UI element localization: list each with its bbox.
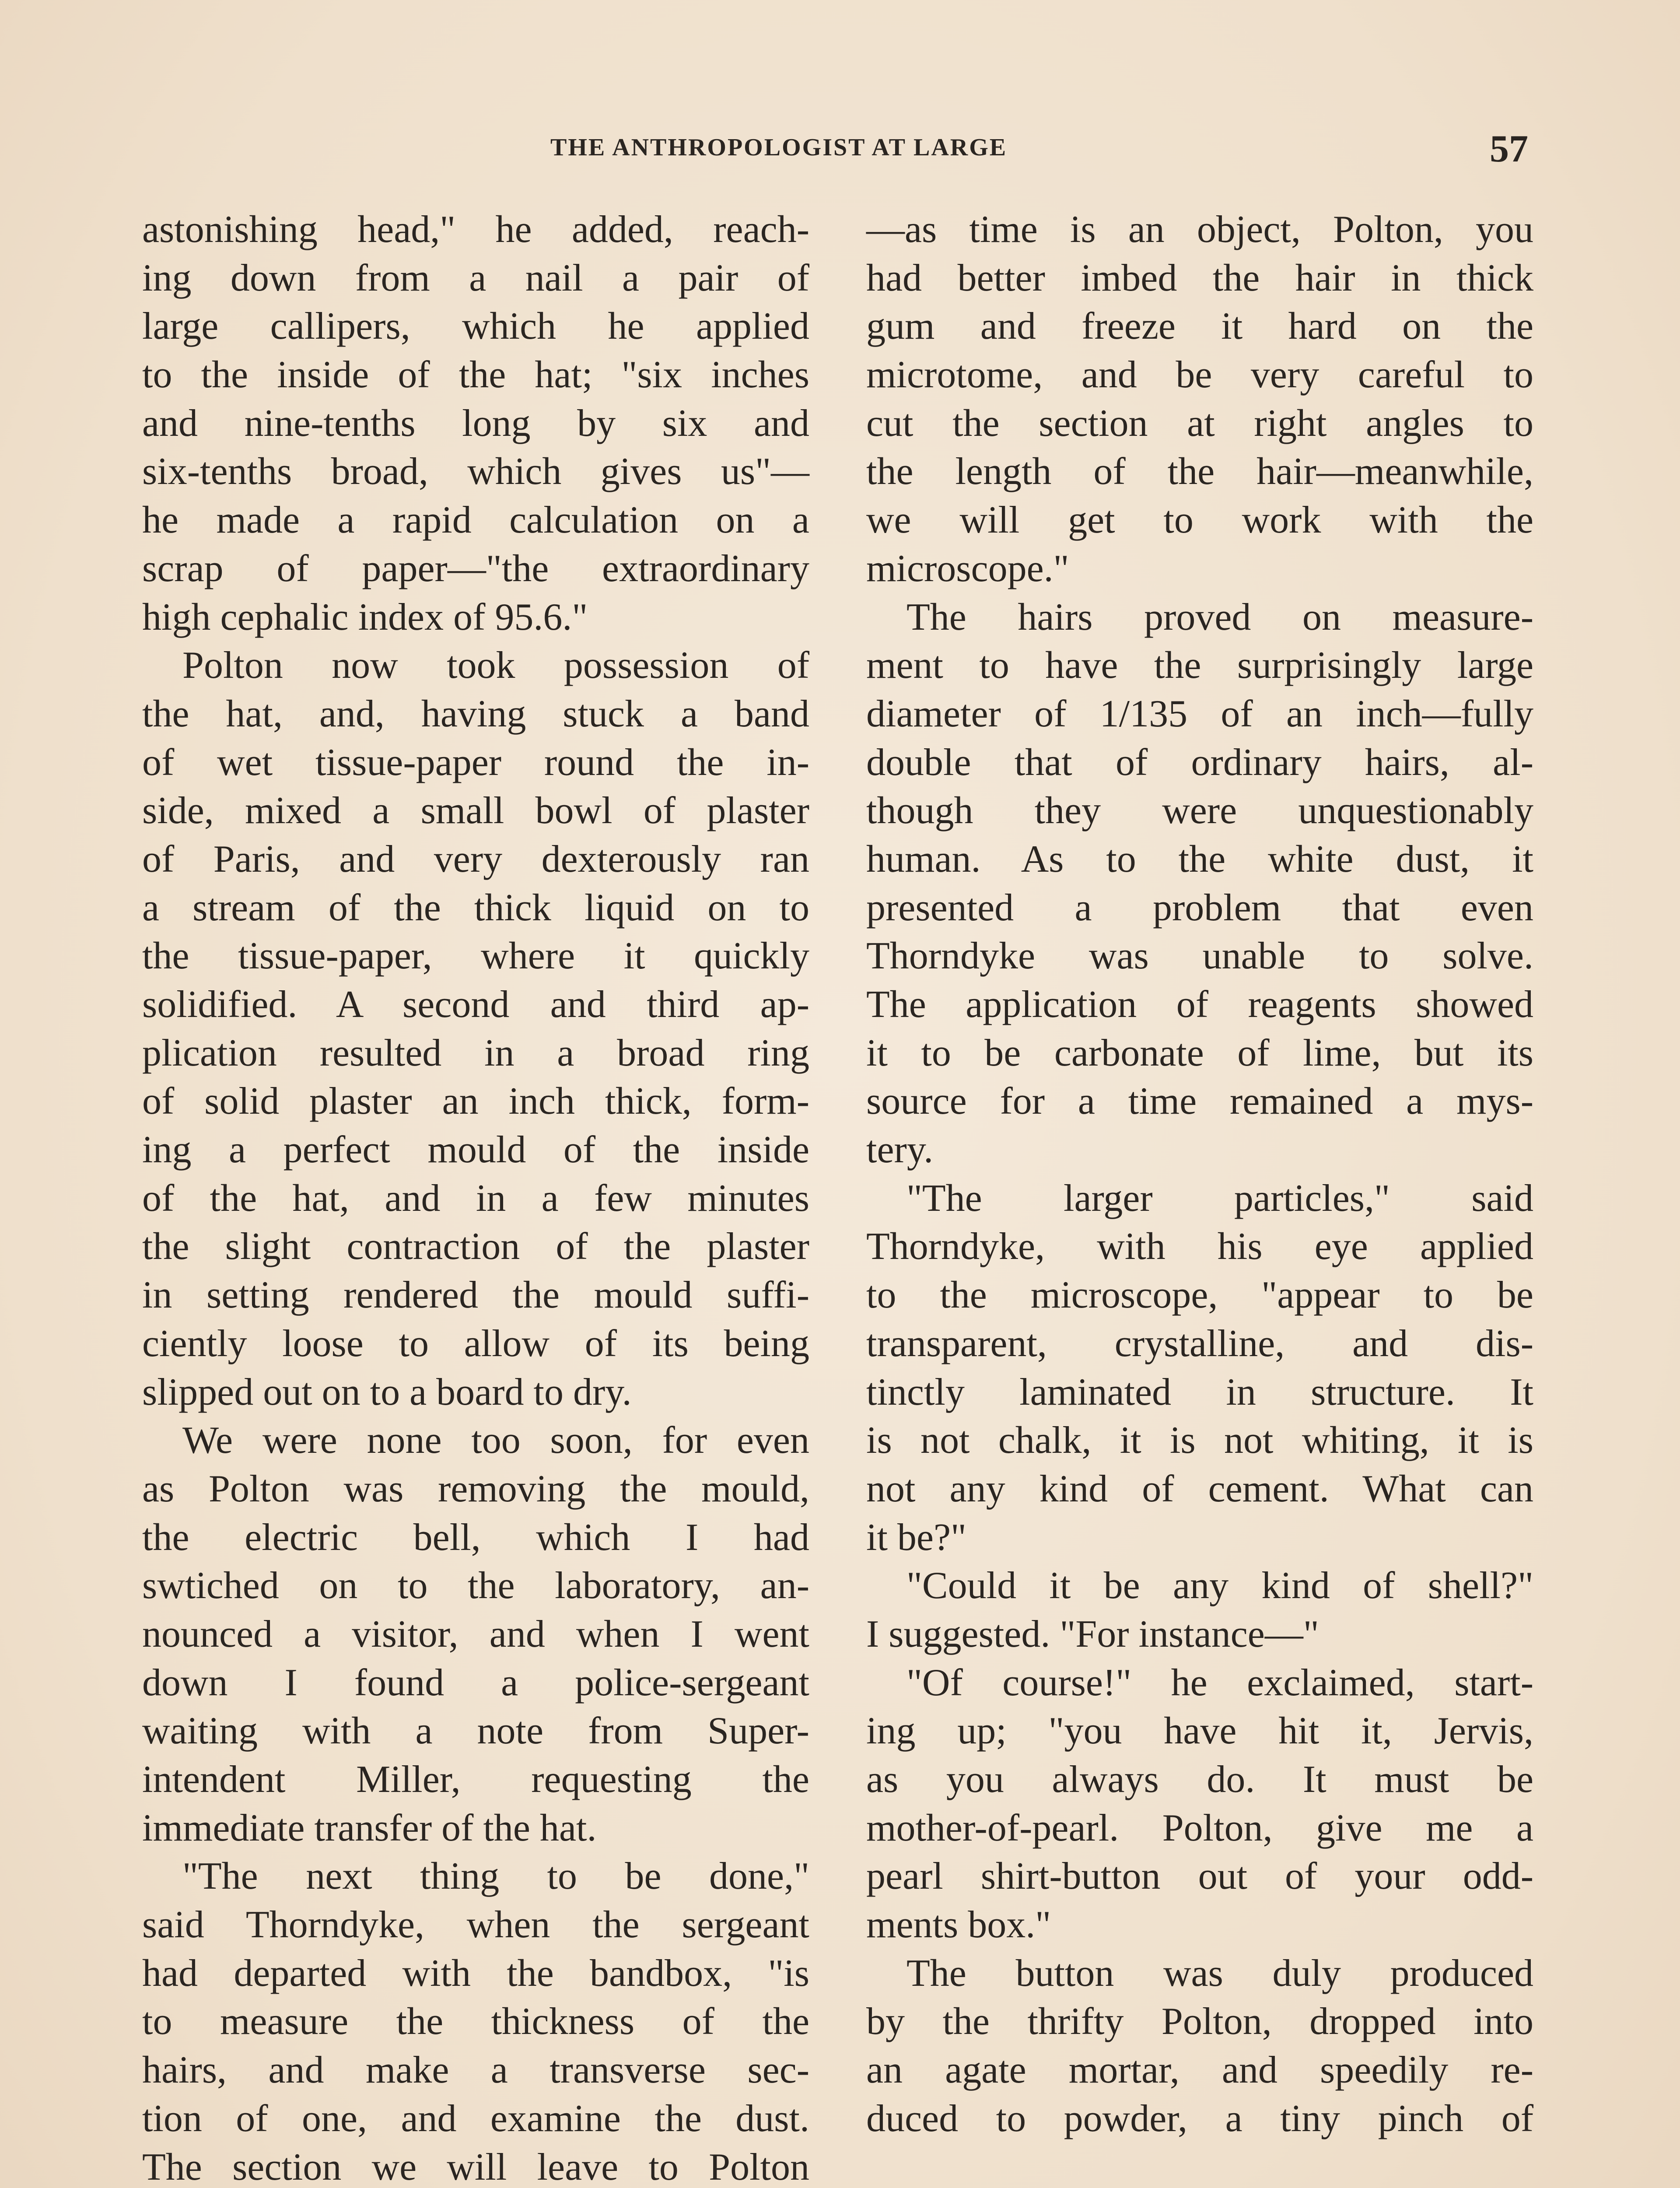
text-line: in setting rendered the mould suffi-	[142, 1274, 809, 1317]
text-line: six-tenths broad, which gives us"—	[142, 450, 809, 493]
text-line: microscope."	[866, 547, 1069, 590]
text-line: had departed with the bandbox, "is	[142, 1952, 809, 1995]
text-line: scrap of paper—"the extraordinary	[142, 547, 809, 590]
text-line: though they were unquestionably	[866, 789, 1533, 832]
text-line: a stream of the thick liquid on to	[142, 886, 809, 929]
text-line: ing up; "you have hit it, Jervis,	[866, 1710, 1533, 1753]
text-line: of solid plaster an inch thick, form-	[142, 1080, 809, 1123]
text-line: double that of ordinary hairs, al-	[866, 741, 1533, 784]
text-line: it be?"	[866, 1516, 966, 1559]
text-line: to the microscope, "appear to be	[866, 1274, 1533, 1317]
text-line: The button was duly produced	[906, 1952, 1533, 1995]
text-line: tery.	[866, 1129, 934, 1171]
text-line: ciently loose to allow of its being	[142, 1322, 809, 1365]
left-text-column	[142, 206, 809, 2188]
text-line: to the inside of the hat; "six inches	[142, 354, 809, 396]
text-line: to measure the thickness of the	[142, 2000, 809, 2043]
text-line: "The next thing to be done,"	[182, 1855, 809, 1898]
text-line: ments box."	[866, 1904, 1051, 1946]
text-line: I suggested. "For instance—"	[866, 1613, 1319, 1655]
text-line: tinctly laminated in structure. It	[866, 1371, 1533, 1413]
text-line: Thorndyke was unable to solve.	[866, 935, 1533, 978]
text-line: is not chalk, it is not whiting, it is	[866, 1419, 1533, 1462]
right-text-column	[866, 206, 1533, 2143]
text-line: high cephalic index of 95.6."	[142, 596, 588, 638]
text-line: tion of one, and examine the dust.	[142, 2097, 809, 2140]
text-line: the electric bell, which I had	[142, 1516, 809, 1559]
text-line: astonishing head," he added, reach-	[142, 208, 809, 251]
text-line: an agate mortar, and speedily re-	[866, 2049, 1533, 2092]
text-line: by the thrifty Polton, dropped into	[866, 2000, 1533, 2043]
running-head-title: THE ANTHROPOLOGIST AT LARGE	[550, 134, 1008, 161]
text-line: Polton now took possession of	[182, 644, 809, 687]
text-line: down I found a police-sergeant	[142, 1661, 809, 1704]
text-line: as Polton was removing the mould,	[142, 1467, 809, 1510]
text-line: duced to powder, a tiny pinch of	[866, 2097, 1533, 2140]
text-line: slipped out on to a board to dry.	[142, 1371, 632, 1413]
text-line: cut the section at right angles to	[866, 402, 1533, 445]
text-line: The section we will leave to Polton	[142, 2146, 809, 2188]
text-line: had better imbed the hair in thick	[866, 256, 1533, 299]
text-line: the slight contraction of the plaster	[142, 1225, 809, 1268]
text-line: "Could it be any kind of shell?"	[906, 1564, 1533, 1607]
text-line: transparent, crystalline, and dis-	[866, 1322, 1533, 1365]
text-line: We were none too soon, for even	[182, 1419, 809, 1462]
text-line: we will get to work with the	[866, 499, 1533, 542]
text-line: ment to have the surprisingly large	[866, 644, 1533, 687]
text-line: swtiched on to the laboratory, an-	[142, 1564, 809, 1607]
text-line: intendent Miller, requesting the	[142, 1758, 809, 1801]
text-line: the hat, and, having stuck a band	[142, 692, 809, 735]
text-line: not any kind of cement. What can	[866, 1467, 1533, 1510]
text-line: "The larger particles," said	[906, 1177, 1533, 1220]
text-line: ing down from a nail a pair of	[142, 256, 809, 299]
text-line: and nine-tenths long by six and	[142, 402, 809, 445]
text-line: —as time is an object, Polton, you	[866, 208, 1533, 251]
text-line: diameter of 1/135 of an inch—fully	[866, 692, 1533, 735]
text-line: he made a rapid calculation on a	[142, 499, 809, 542]
text-line: hairs, and make a transverse sec-	[142, 2049, 809, 2092]
text-line: human. As to the white dust, it	[866, 838, 1533, 880]
text-line: The hairs proved on measure-	[906, 596, 1533, 638]
text-line: waiting with a note from Super-	[142, 1710, 809, 1753]
text-line: Thorndyke, with his eye applied	[866, 1225, 1533, 1268]
text-line: of wet tissue-paper round the in-	[142, 741, 809, 784]
text-line: pearl shirt-button out of your odd-	[866, 1855, 1533, 1898]
text-line: large callipers, which he applied	[142, 305, 809, 348]
text-line: solidified. A second and third ap-	[142, 983, 809, 1026]
text-line: side, mixed a small bowl of plaster	[142, 789, 809, 832]
text-line: ing a perfect mould of the inside	[142, 1129, 809, 1171]
text-line: The application of reagents showed	[866, 983, 1533, 1026]
text-line: microtome, and be very careful to	[866, 354, 1533, 396]
text-line: source for a time remained a mys-	[866, 1080, 1533, 1123]
text-line: mother-of-pearl. Polton, give me a	[866, 1806, 1533, 1849]
text-line: the length of the hair—meanwhile,	[866, 450, 1533, 493]
text-line: "Of course!" he exclaimed, start-	[906, 1661, 1533, 1704]
text-line: nounced a visitor, and when I went	[142, 1613, 809, 1655]
text-line: as you always do. It must be	[866, 1758, 1533, 1801]
text-line: plication resulted in a broad ring	[142, 1031, 809, 1074]
text-line: the tissue-paper, where it quickly	[142, 935, 809, 978]
text-line: immediate transfer of the hat.	[142, 1806, 597, 1849]
text-line: of the hat, and in a few minutes	[142, 1177, 809, 1220]
text-line: it to be carbonate of lime, but its	[866, 1031, 1533, 1074]
text-line: gum and freeze it hard on the	[866, 305, 1533, 348]
text-line: of Paris, and very dexterously ran	[142, 838, 809, 880]
page-number: 57	[1490, 128, 1528, 170]
text-line: said Thorndyke, when the sergeant	[142, 1904, 809, 1946]
text-line: presented a problem that even	[866, 886, 1533, 929]
